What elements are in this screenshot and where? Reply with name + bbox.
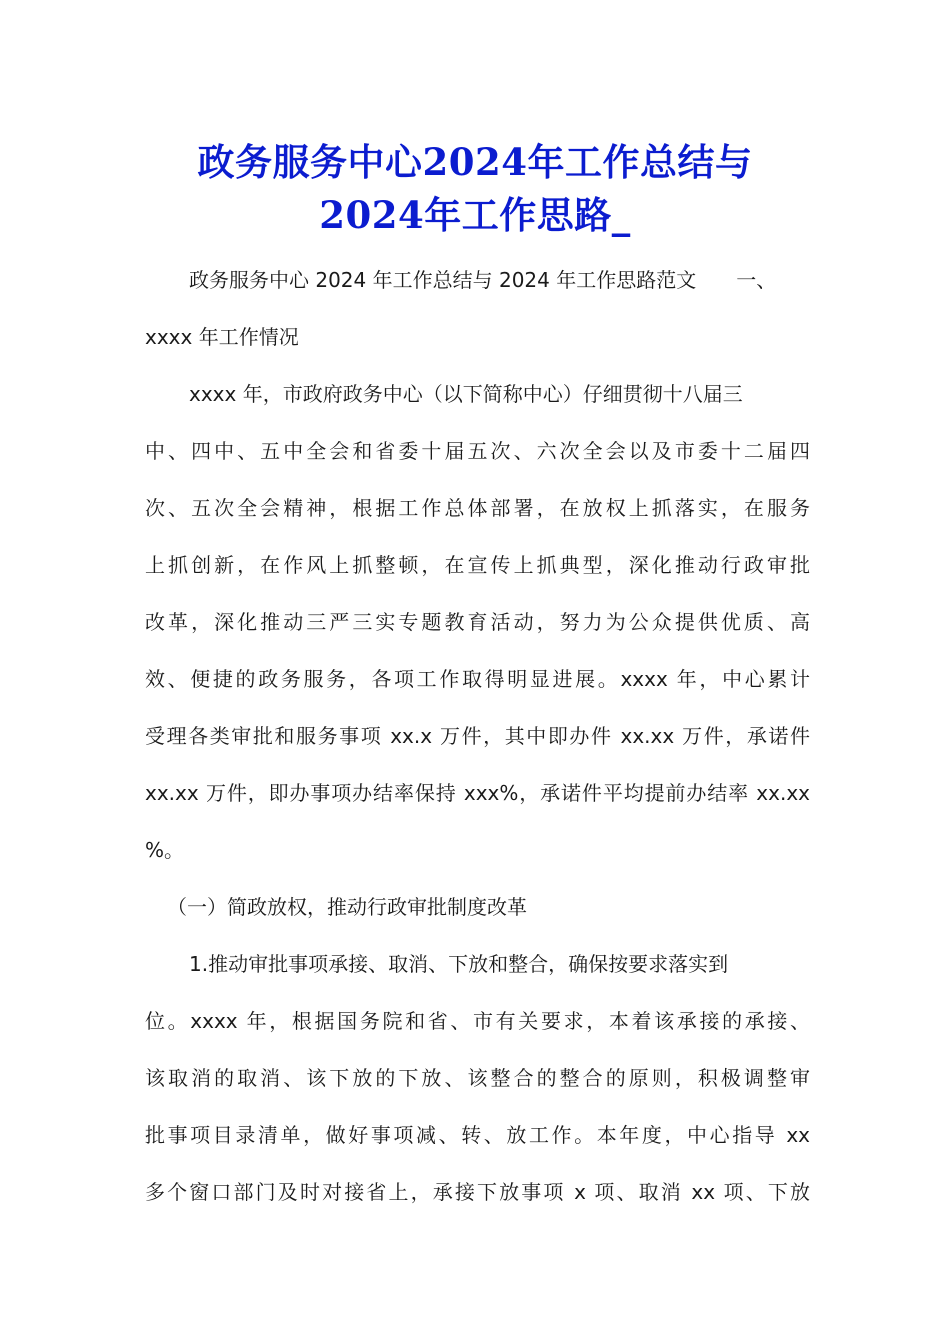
body-line-7: 改革，深化推动三严三实专题教育活动，努力为公众提供优质、高 [145,610,810,634]
body-line-11: %。 [145,838,185,862]
document-title-line-1: 政务服务中心2024年工作总结与 [197,140,753,184]
section-heading-1: （一）简政放权，推动行政审批制度改革 [167,895,527,919]
body-line-6: 上抓创新，在作风上抓整顿，在宣传上抓典型，深化推动行政审批 [145,553,810,577]
body-line-9: 受理各类审批和服务事项 xx.x 万件，其中即办件 xx.xx 万件，承诺件 [145,724,810,748]
body-line-1: 政务服务中心 2024 年工作总结与 2024 年工作思路范文 一、 [189,268,777,292]
body-line-15: 该取消的取消、该下放的下放、该整合的整合的原则，积极调整审 [145,1066,810,1090]
body-line-13: 1.推动审批事项承接、取消、下放和整合，确保按要求落实到 [189,952,729,976]
body-line-4: 中、四中、五中全会和省委十届五次、六次全会以及市委十二届四 [145,439,810,463]
body-line-17: 多个窗口部门及时对接省上，承接下放事项 x 项、取消 xx 项、下放 [145,1180,810,1204]
body-line-2: xxxx 年工作情况 [145,325,299,349]
body-line-8: 效、便捷的政务服务，各项工作取得明显进展。xxxx 年，中心累计 [145,667,810,691]
body-line-16: 批事项目录清单，做好事项减、转、放工作。本年度，中心指导 xx [145,1123,810,1147]
body-line-10: xx.xx 万件，即办事项办结率保持 xxx%，承诺件平均提前办结率 xx.xx [145,781,810,805]
body-line-5: 次、五次全会精神，根据工作总体部署，在放权上抓落实，在服务 [145,496,810,520]
body-line-3: xxxx 年，市政府政务中心（以下简称中心）仔细贯彻十八届三 [189,382,743,406]
body-line-14: 位。xxxx 年，根据国务院和省、市有关要求，本着该承接的承接、 [145,1009,810,1033]
document-title-line-2: 2024年工作思路_ [319,193,631,237]
